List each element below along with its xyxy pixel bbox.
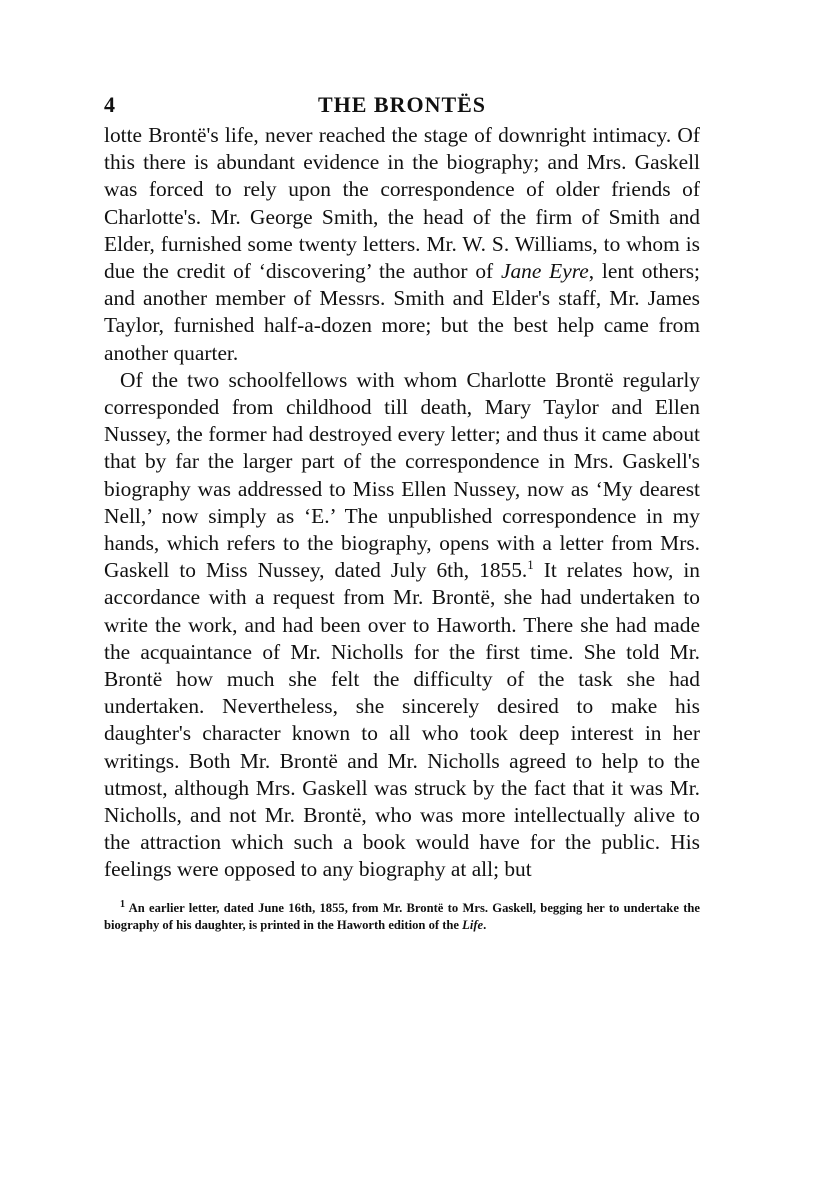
footnote-marker: 1 xyxy=(120,898,126,910)
running-head xyxy=(104,88,700,122)
footnote-text-b: . xyxy=(483,917,487,932)
paragraph-2 xyxy=(104,367,700,884)
page-number: 4 xyxy=(104,92,115,117)
paragraph-1-text-a: lotte Brontë's life, never reached the stage of downright intimacy. Of this there is abundant evidence in the biography; and Mrs. Gaskell was forced to rely upon the correspondence of older friends of Charlotte's. Mr. George Smith, the head of the firm of Smith and Elder, furnished some twenty letters. Mr. W. S. Williams, to whom is due the credit of ‘discovering’ the author of xyxy=(104,123,700,284)
footnote-text-a: An earlier letter, dated June 16th, 1855, from Mr. Brontë to Mrs. Gaskell, begging her to undertake the biography of his daughter, is printed in the Haworth edition of the xyxy=(104,900,700,932)
paragraph-1-text-b: , lent others; and another member of Messrs. Smith and Elder's staff, Mr. James Taylor, furnished half-a-dozen more; but the best help came from another quarter. xyxy=(104,259,700,365)
paragraph-2-text-a: Of the two schoolfellows with whom Charlotte Brontë regularly corresponded from childhood till death, Mary Taylor and Ellen Nussey, the former had destroyed every letter; and thus it came about that by far the larger part of the correspondence in Mrs. Gaskell's biography was addressed to Miss Ellen Nussey, now as ‘My dearest Nell,’ now simply as ‘E.’ The unpublished correspondence in my hands, which refers to the biography, opens with a letter from Mrs. Gaskell to Miss Nussey, dated July 6th, 1855. xyxy=(104,367,700,583)
footnote-italic-life: Life xyxy=(462,917,484,932)
book-title-jane-eyre: Jane Eyre xyxy=(500,259,589,284)
paragraph-2-text-b: It relates how, in accordance with a request from Mr. Brontë, she had undertaken to write the work, and had been over to Haworth. There she had made the acquaintance of Mr. Nicholls for the first time. She told Mr. Brontë how much she felt the difficulty of the task she had undertaken. Nevertheless, she sincerely desired to make his daughter's character known to all who took deep interest in her writings. Both Mr. Brontë and Mr. Nicholls agreed to help to the utmost, although Mrs. Gaskell was struck by the fact that it was Mr. Nicholls, and not Mr. Brontë, who was more intellectually alive to the attraction which such a book would have for the public. His feelings were opposed to any biography at all; but xyxy=(104,558,700,882)
book-page xyxy=(104,88,700,934)
body-text xyxy=(104,122,700,884)
running-title: THE BRONTËS xyxy=(317,92,487,117)
footnote-reference: 1 xyxy=(527,558,534,573)
footnote xyxy=(104,900,700,934)
paragraph-1 xyxy=(104,122,700,367)
